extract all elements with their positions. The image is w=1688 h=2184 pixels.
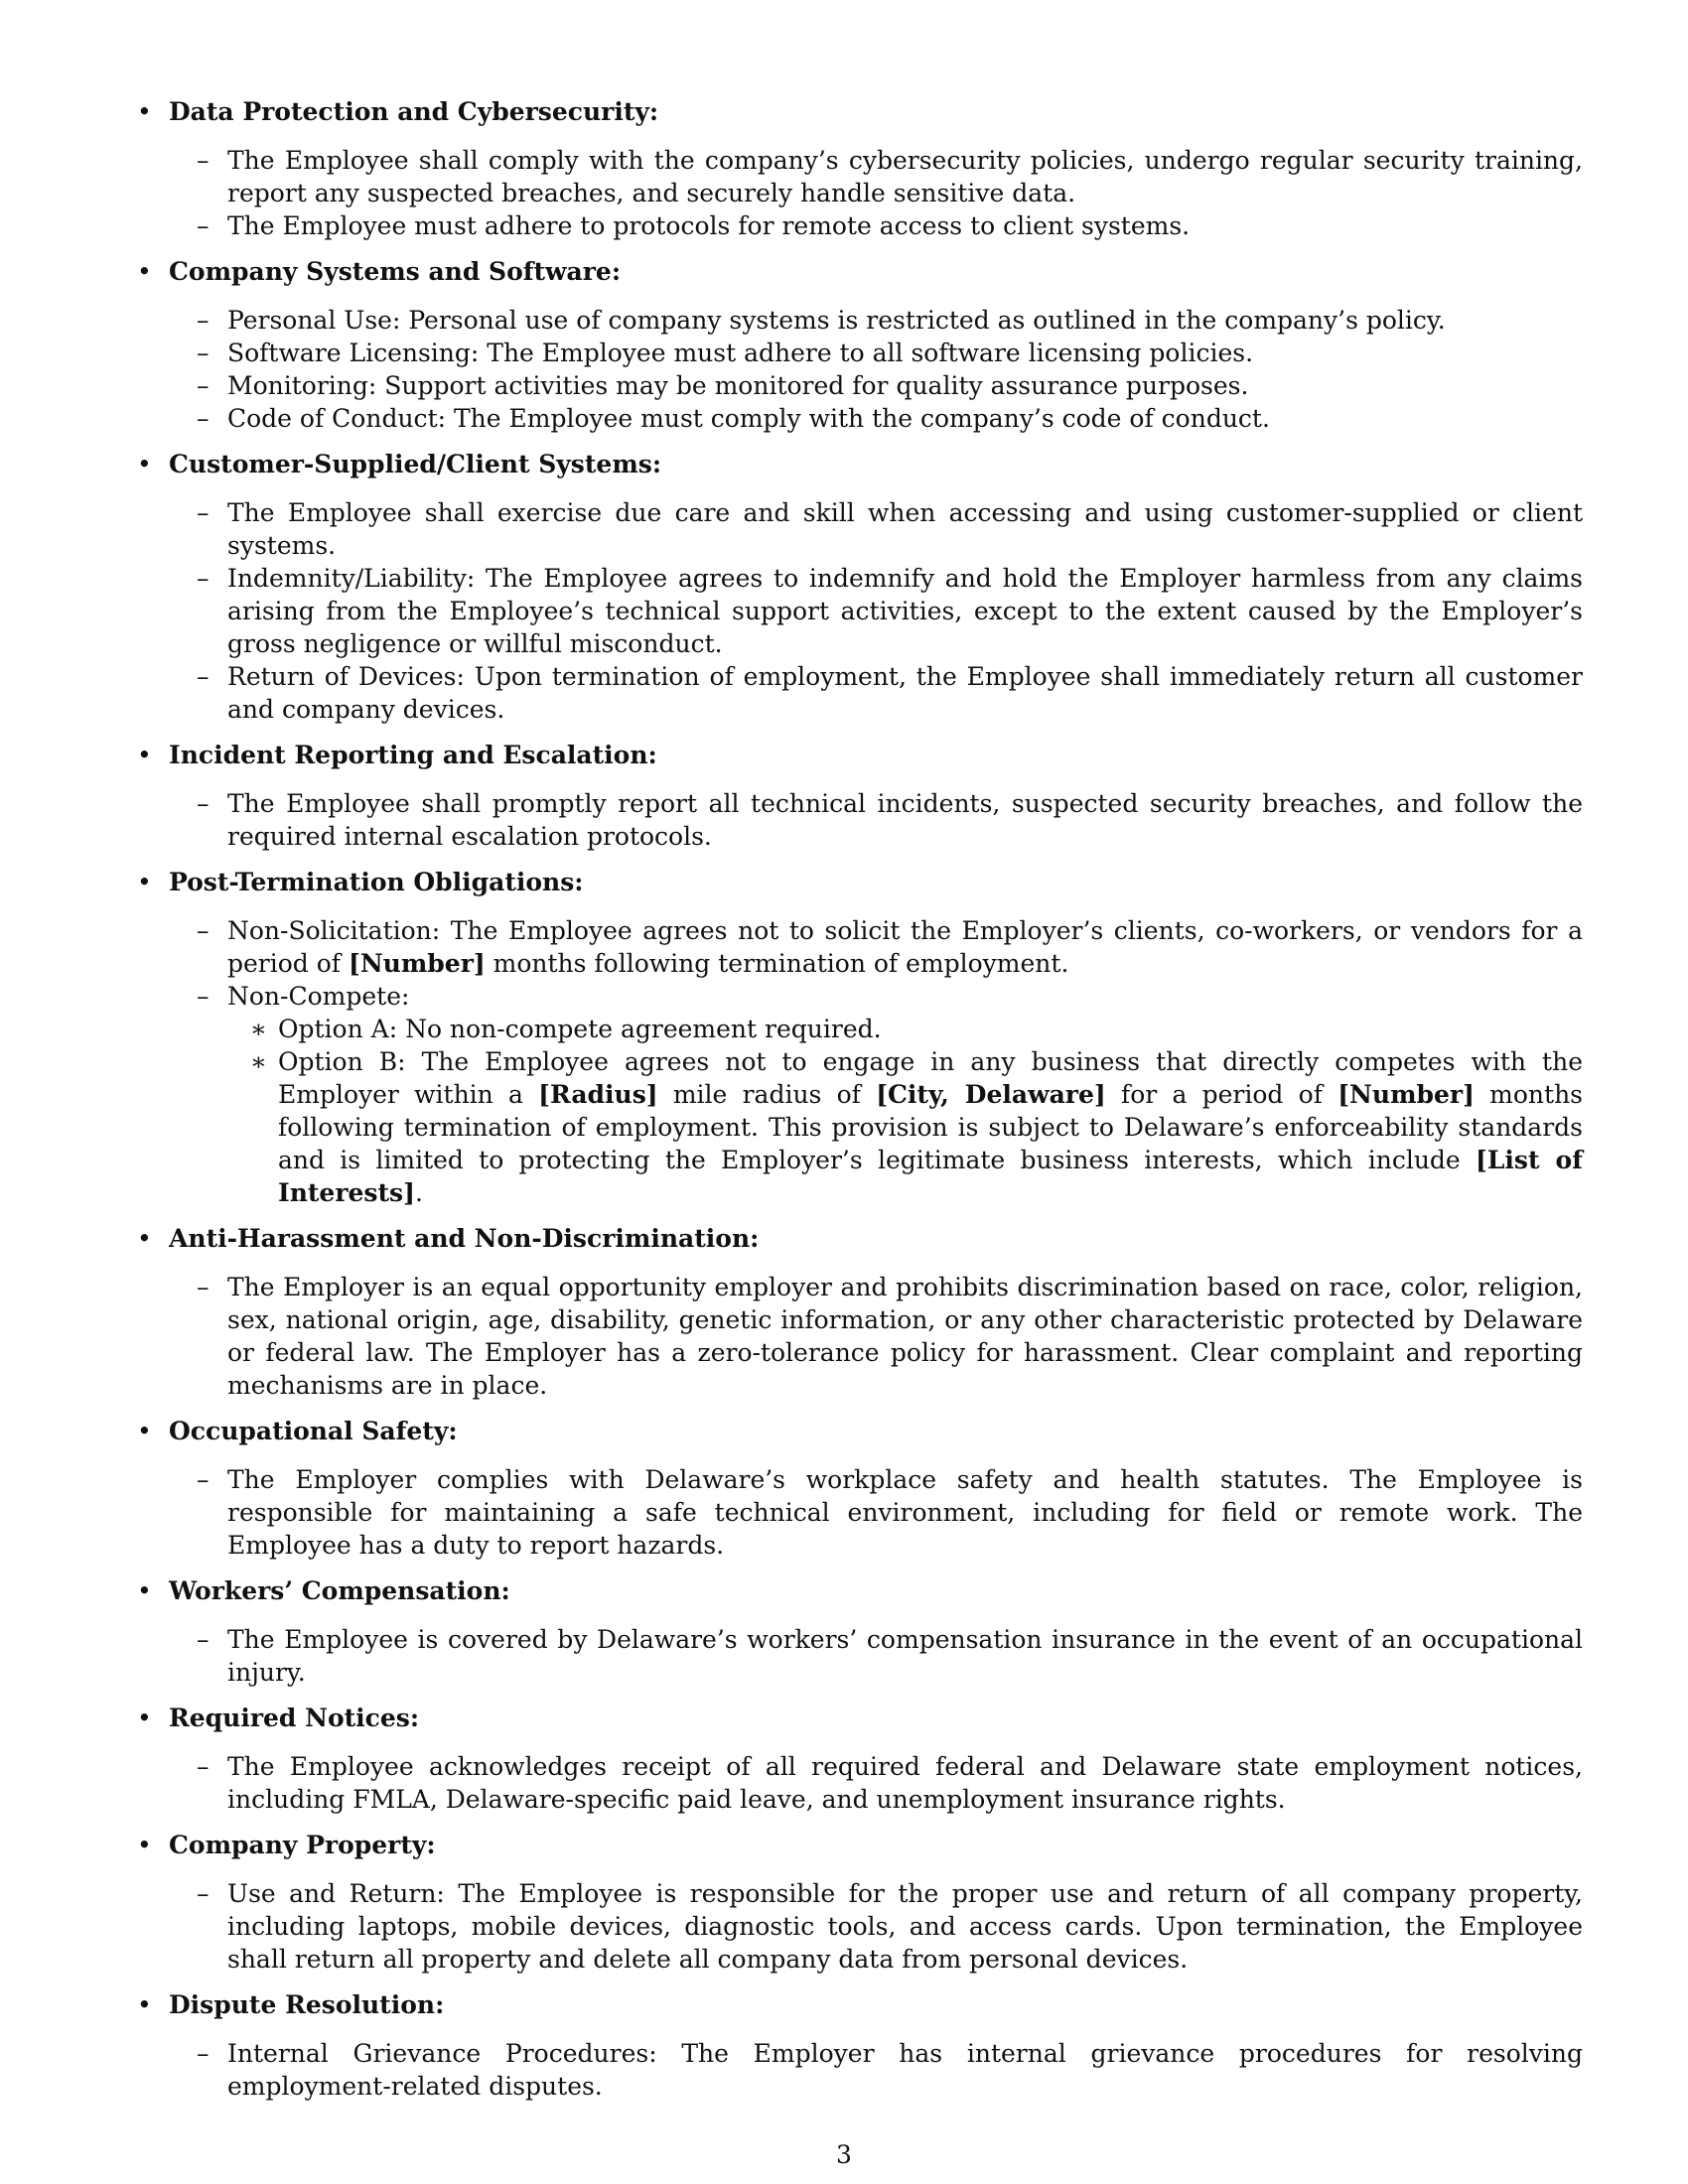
list-item (133, 1877, 1583, 1976)
list-item (133, 144, 1583, 209)
dash-icon: – (197, 916, 210, 945)
list-item (133, 562, 1583, 660)
dash-icon: – (197, 662, 210, 691)
section-heading: Workers’ Compensation: (169, 1576, 510, 1605)
list-item (133, 1463, 1583, 1562)
section-heading: Incident Reporting and Escalation: (169, 741, 657, 769)
dash-icon: – (197, 339, 210, 367)
section-company-property (133, 1829, 1583, 1976)
item-text: Return of Devices: Upon termination of employment, the Employee shall immediately return all customer and company devices. (227, 662, 1583, 724)
item-text: The Employee must adhere to protocols for remote access to client systems. (227, 211, 1191, 240)
item-text: The Employee shall exercise due care and skill when accessing and using customer-supplied or client systems. (227, 498, 1583, 560)
dash-icon: – (197, 371, 210, 400)
item-text: for a period of (1105, 1080, 1338, 1109)
item-text: Non-Solicitation: The Employee agrees not to solicit the Employer’s clients, co-workers, or vendors for a period of (227, 916, 1583, 978)
section-client-systems (133, 448, 1583, 726)
placeholder-number: [Number] (1337, 1080, 1475, 1109)
dash-icon: – (197, 1465, 210, 1494)
dash-icon: – (197, 498, 210, 527)
dash-icon: – (197, 564, 210, 593)
section-heading: Company Property: (169, 1831, 436, 1859)
item-text: Option A: No non-compete agreement required. (278, 1015, 882, 1043)
bullet-icon: • (137, 1576, 152, 1605)
item-text: Option B: The Employee agrees not to engage in any business that directly competes with the Employer within a (278, 1047, 1583, 1109)
section-heading: Company Systems and Software: (169, 257, 622, 286)
bullet-icon: • (137, 1831, 152, 1859)
dash-icon: – (197, 1625, 210, 1654)
list-item (133, 1750, 1583, 1816)
list-item (133, 2037, 1583, 2103)
list-item (133, 337, 1583, 369)
section-heading: Customer-Supplied/Client Systems: (169, 450, 662, 478)
list-item (133, 1623, 1583, 1689)
item-text: months following termination of employment. (485, 949, 1069, 978)
item-text: The Employee shall promptly report all technical incidents, suspected security breaches, and follow the required internal escalation protocols. (227, 789, 1583, 851)
dash-icon: – (197, 211, 210, 240)
list-item (133, 1271, 1583, 1402)
item-text: Indemnity/Liability: The Employee agrees to indemnify and hold the Employer harmless from any claims arising from the Employee’s technical support activities, except to the extent caused by the Employer’s gross negligence or willful misconduct. (227, 564, 1583, 658)
section-anti-harassment (133, 1222, 1583, 1402)
list-item (133, 304, 1583, 337)
item-text: Monitoring: Support activities may be monitored for quality assurance purposes. (227, 371, 1249, 400)
bullet-icon: • (137, 450, 152, 478)
document-page (133, 95, 1583, 2116)
section-heading: Dispute Resolution: (169, 1990, 445, 2019)
placeholder-interests: [List of Interests] (278, 1146, 1583, 1207)
asterisk-icon: ∗ (250, 1015, 267, 1043)
section-workers-compensation (133, 1574, 1583, 1689)
item-text: Code of Conduct: The Employee must comply with the company’s code of conduct. (227, 404, 1270, 433)
bullet-icon: • (137, 1224, 152, 1253)
section-incident-reporting (133, 739, 1583, 853)
item-text: mile radius of (657, 1080, 877, 1109)
section-company-systems (133, 255, 1583, 435)
dash-icon: – (197, 404, 210, 433)
non-solicitation-item (133, 914, 1583, 980)
section-heading: Post-Termination Obligations: (169, 868, 584, 896)
section-dispute-resolution (133, 1988, 1583, 2103)
bullet-icon: • (137, 1704, 152, 1732)
dash-icon: – (197, 146, 210, 175)
page-number: 3 (836, 2140, 852, 2169)
section-heading: Required Notices: (169, 1704, 420, 1732)
list-item (133, 787, 1583, 853)
section-occupational-safety (133, 1415, 1583, 1562)
dash-icon: – (197, 982, 210, 1011)
list-item (133, 496, 1583, 562)
dash-icon: – (197, 1273, 210, 1301)
item-text: . (414, 1178, 423, 1207)
list-item (133, 402, 1583, 435)
option-a-item (133, 1013, 1583, 1045)
placeholder-number: [Number] (349, 949, 486, 978)
item-text: months following termination of employment. This provision is subject to Delaware’s enforceability standards and is limited to protecting the Employer’s legitimate business interests, which include (278, 1080, 1584, 1174)
non-compete-item (133, 980, 1583, 1013)
placeholder-city: [City, Delaware] (876, 1080, 1106, 1109)
item-text: Personal Use: Personal use of company systems is restricted as outlined in the company’s policy. (227, 306, 1446, 335)
dash-icon: – (197, 1752, 210, 1781)
section-heading: Occupational Safety: (169, 1417, 458, 1445)
item-text: Internal Grievance Procedures: The Employer has internal grievance procedures for resolving employment-related disputes. (227, 2039, 1583, 2101)
item-text: Use and Return: The Employee is responsible for the proper use and return of all company property, including laptops, mobile devices, diagnostic tools, and access cards. Upon termination, the Employee shall return all property and delete all company data from personal devices. (227, 1879, 1583, 1974)
item-text: The Employee shall comply with the company’s cybersecurity policies, undergo regular security training, report any suspected breaches, and securely handle sensitive data. (227, 146, 1583, 207)
item-text: The Employer is an equal opportunity employer and prohibits discrimination based on race, color, religion, sex, national origin, age, disability, genetic information, or any other characteristic protected by Delaware or federal law. The Employer has a zero-tolerance policy for harassment. Clear complaint and reporting mechanisms are in place. (227, 1273, 1583, 1400)
option-b-item (133, 1045, 1583, 1209)
bullet-icon: • (137, 257, 152, 286)
dash-icon: – (197, 306, 210, 335)
dash-icon: – (197, 789, 210, 818)
section-heading: Data Protection and Cybersecurity: (169, 97, 659, 126)
section-data-protection (133, 95, 1583, 242)
bullet-icon: • (137, 97, 152, 126)
section-post-termination (133, 866, 1583, 1209)
dash-icon: – (197, 1879, 210, 1908)
section-required-notices (133, 1702, 1583, 1816)
item-text: The Employee acknowledges receipt of all required federal and Delaware state employment notices, including FMLA, Delaware-specific paid leave, and unemployment insurance rights. (227, 1752, 1583, 1814)
item-text: The Employer complies with Delaware’s workplace safety and health statutes. The Employee is responsible for maintaining a safe technical environment, including for field or remote work. The Employee has a duty to report hazards. (227, 1465, 1583, 1560)
list-item (133, 369, 1583, 402)
list-item (133, 209, 1583, 242)
bullet-icon: • (137, 741, 152, 769)
item-text: The Employee is covered by Delaware’s workers’ compensation insurance in the event of an occupational injury. (227, 1625, 1583, 1687)
bullet-icon: • (137, 1417, 152, 1445)
bullet-icon: • (137, 1990, 152, 2019)
dash-icon: – (197, 2039, 210, 2068)
bullet-icon: • (137, 868, 152, 896)
list-item (133, 660, 1583, 726)
asterisk-icon: ∗ (250, 1047, 267, 1076)
section-heading: Anti-Harassment and Non-Discrimination: (169, 1224, 760, 1253)
placeholder-radius: [Radius] (538, 1080, 658, 1109)
item-text: Software Licensing: The Employee must adhere to all software licensing policies. (227, 339, 1254, 367)
item-text: Non-Compete: (227, 982, 410, 1011)
